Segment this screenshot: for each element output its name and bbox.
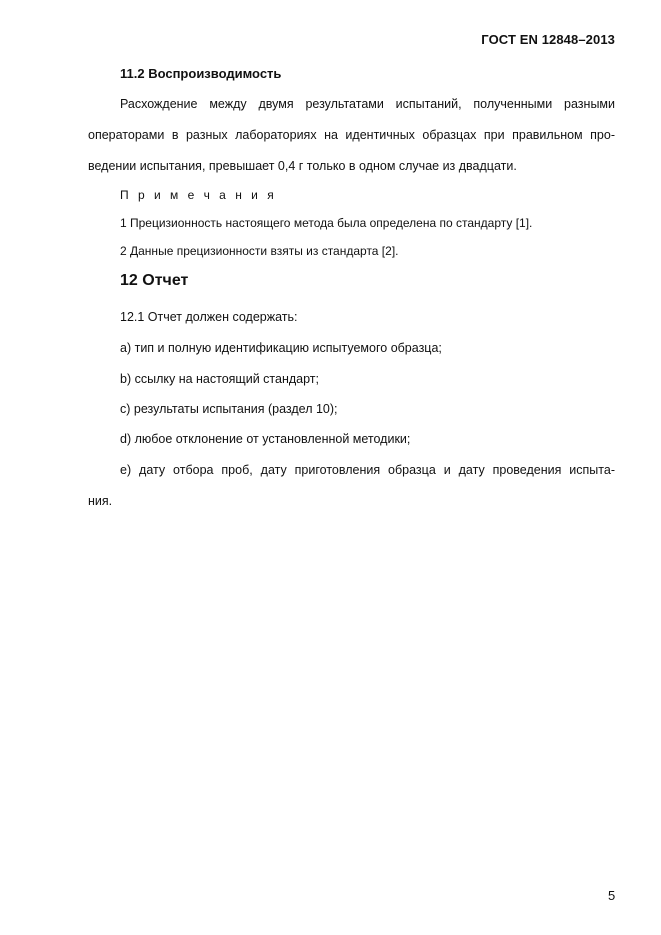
list-item-d: d) любое отклонение от установленной методики;: [120, 432, 411, 446]
notes-label: П р и м е ч а н и я: [120, 188, 277, 202]
document-code-header: ГОСТ EN 12848–2013: [481, 32, 615, 47]
list-item-a: a) тип и полную идентификацию испытуемого образца;: [120, 341, 442, 355]
paragraph-line-1: Расхождение между двумя результатами испытаний, полученными разными: [120, 97, 615, 111]
paragraph-line-2: операторами в разных лабораториях на идентичных образцах при правильном про-: [88, 128, 615, 142]
list-item-e-line-2: ния.: [88, 494, 113, 508]
section-12-heading: 12 Отчет: [120, 272, 189, 289]
paragraph-line-3: ведении испытания, превышает 0,4 г только в одном случае из двадцати.: [88, 159, 517, 173]
note-1: 1 Прецизионность настоящего метода была определена по стандарту [1].: [120, 216, 533, 230]
list-item-b: b) ссылку на настоящий стандарт;: [120, 372, 319, 386]
section-11-2-heading: 11.2 Воспроизводимость: [120, 66, 282, 81]
page-number: 5: [608, 888, 616, 903]
note-2: 2 Данные прецизионности взяты из стандарта [2].: [120, 244, 399, 258]
section-12-1-intro: 12.1 Отчет должен содержать:: [120, 310, 298, 324]
list-item-c: c) результаты испытания (раздел 10);: [120, 402, 338, 416]
list-item-e-line-1: e) дату отбора проб, дату приготовления образца и дату проведения испыта-: [120, 463, 615, 477]
